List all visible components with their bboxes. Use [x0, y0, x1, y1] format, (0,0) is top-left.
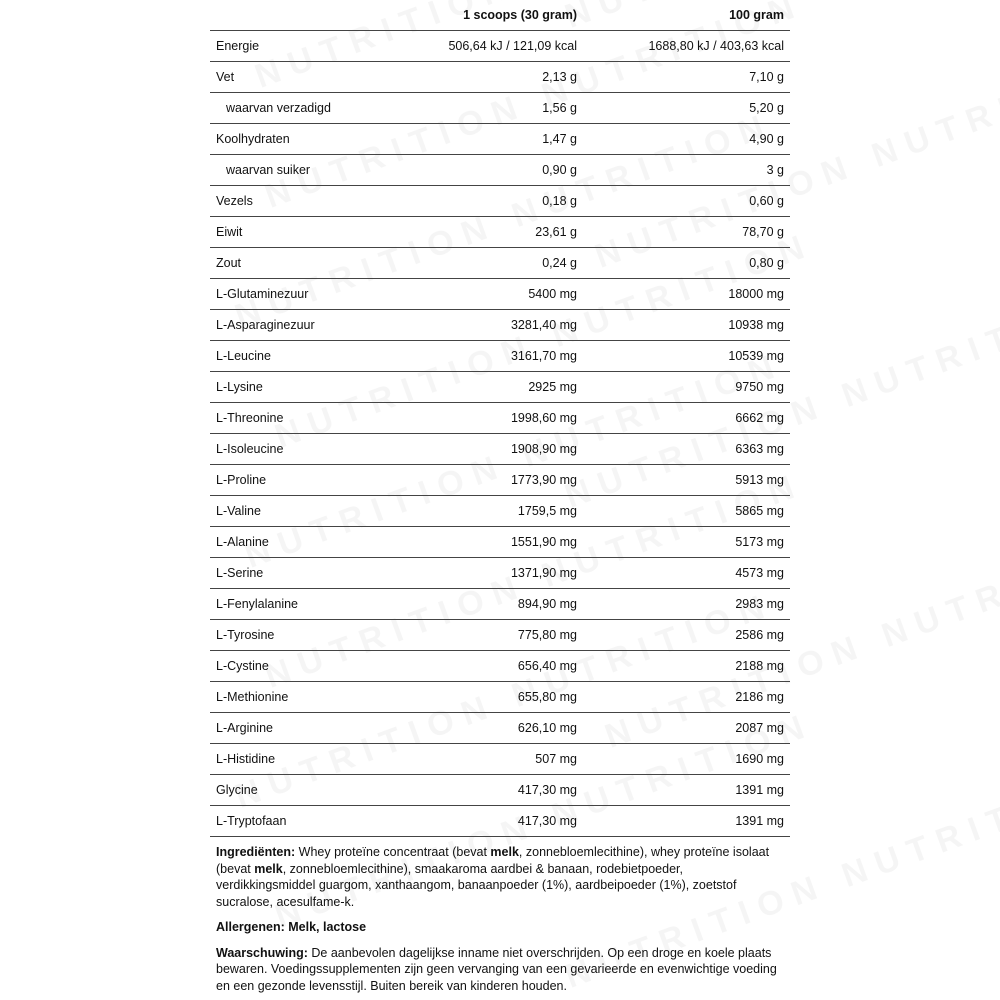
- table-row: [210, 155, 790, 186]
- nutrient-name: Vet: [210, 62, 416, 93]
- table-row: [210, 341, 790, 372]
- table-row: [210, 806, 790, 837]
- value-per-100g: 4,90 g: [583, 124, 790, 155]
- value-per-100g: 6662 mg: [583, 403, 790, 434]
- value-per-serving: 0,24 g: [416, 248, 583, 279]
- value-per-100g: 18000 mg: [583, 279, 790, 310]
- nutrient-name: Zout: [210, 248, 416, 279]
- table-row: [210, 248, 790, 279]
- value-per-100g: 2983 mg: [583, 589, 790, 620]
- value-per-100g: 2087 mg: [583, 713, 790, 744]
- value-per-100g: 78,70 g: [583, 217, 790, 248]
- value-per-serving: 417,30 mg: [416, 775, 583, 806]
- nutrient-name: waarvan verzadigd: [210, 93, 416, 124]
- value-per-100g: 5,20 g: [583, 93, 790, 124]
- value-per-100g: 7,10 g: [583, 62, 790, 93]
- nutrient-name: L-Leucine: [210, 341, 416, 372]
- ingredients-paragraph: [216, 844, 784, 910]
- table-row: [210, 775, 790, 806]
- product-notes: [210, 844, 790, 994]
- value-per-serving: 656,40 mg: [416, 651, 583, 682]
- table-row: [210, 744, 790, 775]
- nutrient-name: Glycine: [210, 775, 416, 806]
- ingredients-text: , zonnebloemlecithine), smaakaroma aardbei & banaan, rodebietpoeder, verdikkingsmiddel guargom, xanthaangom, banaanpoeder (1%), aardbeipoeder (1%), zoetstof sucralose, acesulfame-k.: [216, 861, 737, 909]
- ingredients-label: Ingrediënten:: [216, 845, 296, 859]
- value-per-100g: 2586 mg: [583, 620, 790, 651]
- table-row: [210, 62, 790, 93]
- warning-text: De aanbevolen dagelijkse inname niet overschrijden. Op een droge en koele plaats bewaren. Voedingssupplementen zijn geen vervanging van een gevarieerde en evenwichtige voeding en een gezonde levensstijl. Buiten bereik van kinderen houden.: [216, 945, 777, 993]
- warning-paragraph: [216, 945, 784, 995]
- nutrient-name: Eiwit: [210, 217, 416, 248]
- value-per-100g: 9750 mg: [583, 372, 790, 403]
- nutrient-name: L-Arginine: [210, 713, 416, 744]
- value-per-100g: 1391 mg: [583, 806, 790, 837]
- value-per-100g: 10938 mg: [583, 310, 790, 341]
- value-per-100g: 0,80 g: [583, 248, 790, 279]
- value-per-100g: 1690 mg: [583, 744, 790, 775]
- value-per-100g: 4573 mg: [583, 558, 790, 589]
- nutrient-name: L-Glutaminezuur: [210, 279, 416, 310]
- value-per-serving: 1371,90 mg: [416, 558, 583, 589]
- table-row: [210, 589, 790, 620]
- nutrient-name: L-Isoleucine: [210, 434, 416, 465]
- value-per-100g: 1688,80 kJ / 403,63 kcal: [583, 31, 790, 62]
- allergens-text: Allergenen: Melk, lactose: [216, 920, 367, 934]
- nutrient-name: L-Lysine: [210, 372, 416, 403]
- value-per-serving: 1998,60 mg: [416, 403, 583, 434]
- nutrient-name: L-Valine: [210, 496, 416, 527]
- table-row: [210, 527, 790, 558]
- nutrition-table: [210, 0, 790, 837]
- value-per-100g: 5913 mg: [583, 465, 790, 496]
- value-per-100g: 1391 mg: [583, 775, 790, 806]
- value-per-100g: 2186 mg: [583, 682, 790, 713]
- table-row: [210, 620, 790, 651]
- value-per-serving: 894,90 mg: [416, 589, 583, 620]
- nutrition-panel: [210, 0, 790, 1000]
- table-row: [210, 124, 790, 155]
- table-row: [210, 372, 790, 403]
- value-per-100g: 2188 mg: [583, 651, 790, 682]
- table-row: [210, 310, 790, 341]
- value-per-serving: 655,80 mg: [416, 682, 583, 713]
- nutrient-name: waarvan suiker: [210, 155, 416, 186]
- table-row: [210, 217, 790, 248]
- value-per-serving: 1759,5 mg: [416, 496, 583, 527]
- allergens-paragraph: [216, 919, 784, 936]
- nutrient-name: L-Tyrosine: [210, 620, 416, 651]
- value-per-serving: 1551,90 mg: [416, 527, 583, 558]
- nutrient-name: L-Alanine: [210, 527, 416, 558]
- nutrient-name: L-Histidine: [210, 744, 416, 775]
- value-per-serving: 1,56 g: [416, 93, 583, 124]
- nutrient-name: Koolhydraten: [210, 124, 416, 155]
- nutrition-table-body: [210, 31, 790, 837]
- table-row: [210, 279, 790, 310]
- value-per-100g: 3 g: [583, 155, 790, 186]
- nutrient-name: L-Fenylalanine: [210, 589, 416, 620]
- value-per-serving: 626,10 mg: [416, 713, 583, 744]
- nutrient-name: L-Threonine: [210, 403, 416, 434]
- value-per-100g: 5173 mg: [583, 527, 790, 558]
- value-per-serving: 0,90 g: [416, 155, 583, 186]
- table-row: [210, 465, 790, 496]
- nutrient-name: L-Asparaginezuur: [210, 310, 416, 341]
- table-row: [210, 186, 790, 217]
- value-per-serving: 1773,90 mg: [416, 465, 583, 496]
- value-per-100g: 10539 mg: [583, 341, 790, 372]
- ingredients-text: , zonnebloemlecithine), whey proteïne isolaat (bevat: [216, 845, 770, 876]
- nutrient-name: L-Cystine: [210, 651, 416, 682]
- value-per-serving: 775,80 mg: [416, 620, 583, 651]
- table-row: [210, 434, 790, 465]
- value-per-serving: 1,47 g: [416, 124, 583, 155]
- nutrient-name: Energie: [210, 31, 416, 62]
- header-nutrient: [210, 0, 416, 31]
- warning-label: Waarschuwing:: [216, 945, 308, 960]
- table-row: [210, 31, 790, 62]
- header-per-100g: 100 gram: [583, 0, 790, 31]
- ingredients-text: Whey proteïne concentraat (bevat: [295, 845, 491, 859]
- value-per-serving: 2925 mg: [416, 372, 583, 403]
- value-per-serving: 507 mg: [416, 744, 583, 775]
- value-per-serving: 23,61 g: [416, 217, 583, 248]
- table-row: [210, 403, 790, 434]
- table-row: [210, 558, 790, 589]
- nutrient-name: L-Serine: [210, 558, 416, 589]
- allergen-highlight: melk: [490, 845, 519, 859]
- value-per-serving: 506,64 kJ / 121,09 kcal: [416, 31, 583, 62]
- nutrient-name: Vezels: [210, 186, 416, 217]
- table-row: [210, 496, 790, 527]
- value-per-serving: 3281,40 mg: [416, 310, 583, 341]
- value-per-serving: 2,13 g: [416, 62, 583, 93]
- table-row: [210, 713, 790, 744]
- value-per-serving: 3161,70 mg: [416, 341, 583, 372]
- header-per-serving: 1 scoops (30 gram): [416, 0, 583, 31]
- value-per-serving: 0,18 g: [416, 186, 583, 217]
- nutrient-name: L-Methionine: [210, 682, 416, 713]
- value-per-100g: 6363 mg: [583, 434, 790, 465]
- value-per-100g: 5865 mg: [583, 496, 790, 527]
- table-row: [210, 682, 790, 713]
- table-row: [210, 93, 790, 124]
- nutrient-name: L-Proline: [210, 465, 416, 496]
- nutrient-name: L-Tryptofaan: [210, 806, 416, 837]
- value-per-100g: 0,60 g: [583, 186, 790, 217]
- value-per-serving: 417,30 mg: [416, 806, 583, 837]
- table-row: [210, 651, 790, 682]
- value-per-serving: 5400 mg: [416, 279, 583, 310]
- table-header-row: [210, 0, 790, 31]
- value-per-serving: 1908,90 mg: [416, 434, 583, 465]
- allergen-highlight: melk: [254, 861, 283, 876]
